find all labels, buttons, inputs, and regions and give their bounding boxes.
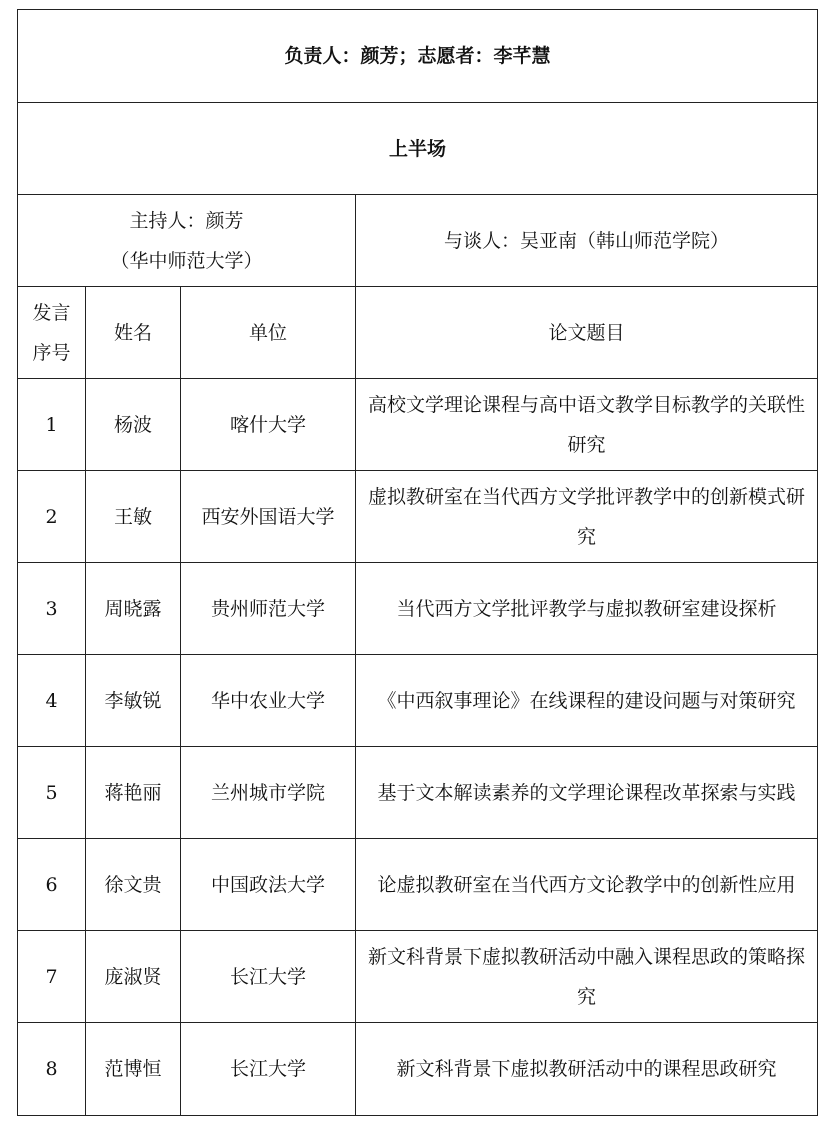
name-cell: 庞淑贤 (86, 931, 181, 1023)
col-topic-header: 论文题目 (356, 287, 818, 379)
topic-cell: 新文科背景下虚拟教研活动中融入课程思政的策略探究 (356, 931, 818, 1023)
topic-cell: 新文科背景下虚拟教研活动中的课程思政研究 (356, 1023, 818, 1116)
name-cell: 杨波 (86, 379, 181, 471)
seq-cell: 8 (18, 1023, 86, 1116)
seq-cell: 1 (18, 379, 86, 471)
name-cell: 范博恒 (86, 1023, 181, 1116)
table-row (18, 379, 818, 471)
unit-cell: 西安外国语大学 (181, 471, 356, 563)
moderation-row (18, 195, 818, 287)
unit-cell: 兰州城市学院 (181, 747, 356, 839)
session-row (18, 103, 818, 195)
col-name-header: 姓名 (86, 287, 181, 379)
name-cell: 王敏 (86, 471, 181, 563)
seq-cell: 2 (18, 471, 86, 563)
table-row (18, 471, 818, 563)
topic-cell: 虚拟教研室在当代西方文学批评教学中的创新模式研究 (356, 471, 818, 563)
unit-cell: 华中农业大学 (181, 655, 356, 747)
discussant-cell: 与谈人：吴亚南（韩山师范学院） (356, 195, 818, 287)
header-row (18, 10, 818, 103)
unit-cell: 贵州师范大学 (181, 563, 356, 655)
schedule-table (17, 9, 818, 1116)
responsible-cell: 负责人：颜芳；志愿者：李芊慧 (18, 10, 818, 103)
table-row (18, 839, 818, 931)
seq-cell: 4 (18, 655, 86, 747)
col-seq-line2: 序号 (32, 341, 71, 364)
seq-cell: 5 (18, 747, 86, 839)
table-row (18, 747, 818, 839)
unit-cell: 长江大学 (181, 931, 356, 1023)
col-unit-header: 单位 (181, 287, 356, 379)
unit-cell: 长江大学 (181, 1023, 356, 1116)
topic-cell: 当代西方文学批评教学与虚拟教研室建设探析 (356, 563, 818, 655)
host-name: 主持人：颜芳 (129, 209, 244, 232)
topic-cell: 论虚拟教研室在当代西方文论教学中的创新性应用 (356, 839, 818, 931)
table-row (18, 931, 818, 1023)
column-header-row (18, 287, 818, 379)
seq-cell: 7 (18, 931, 86, 1023)
seq-cell: 3 (18, 563, 86, 655)
unit-cell: 中国政法大学 (181, 839, 356, 931)
host-cell (18, 195, 356, 287)
unit-cell: 喀什大学 (181, 379, 356, 471)
host-affiliation: （华中师范大学） (110, 249, 263, 272)
name-cell: 李敏锐 (86, 655, 181, 747)
topic-cell: 《中西叙事理论》在线课程的建设问题与对策研究 (356, 655, 818, 747)
name-cell: 徐文贵 (86, 839, 181, 931)
topic-cell: 基于文本解读素养的文学理论课程改革探索与实践 (356, 747, 818, 839)
seq-cell: 6 (18, 839, 86, 931)
table-row (18, 563, 818, 655)
name-cell: 周晓露 (86, 563, 181, 655)
name-cell: 蒋艳丽 (86, 747, 181, 839)
session-title: 上半场 (18, 103, 818, 195)
table-row (18, 655, 818, 747)
col-seq-header (18, 287, 86, 379)
table-row (18, 1023, 818, 1116)
topic-cell: 高校文学理论课程与高中语文教学目标教学的关联性研究 (356, 379, 818, 471)
col-seq-line1: 发言 (32, 301, 71, 324)
